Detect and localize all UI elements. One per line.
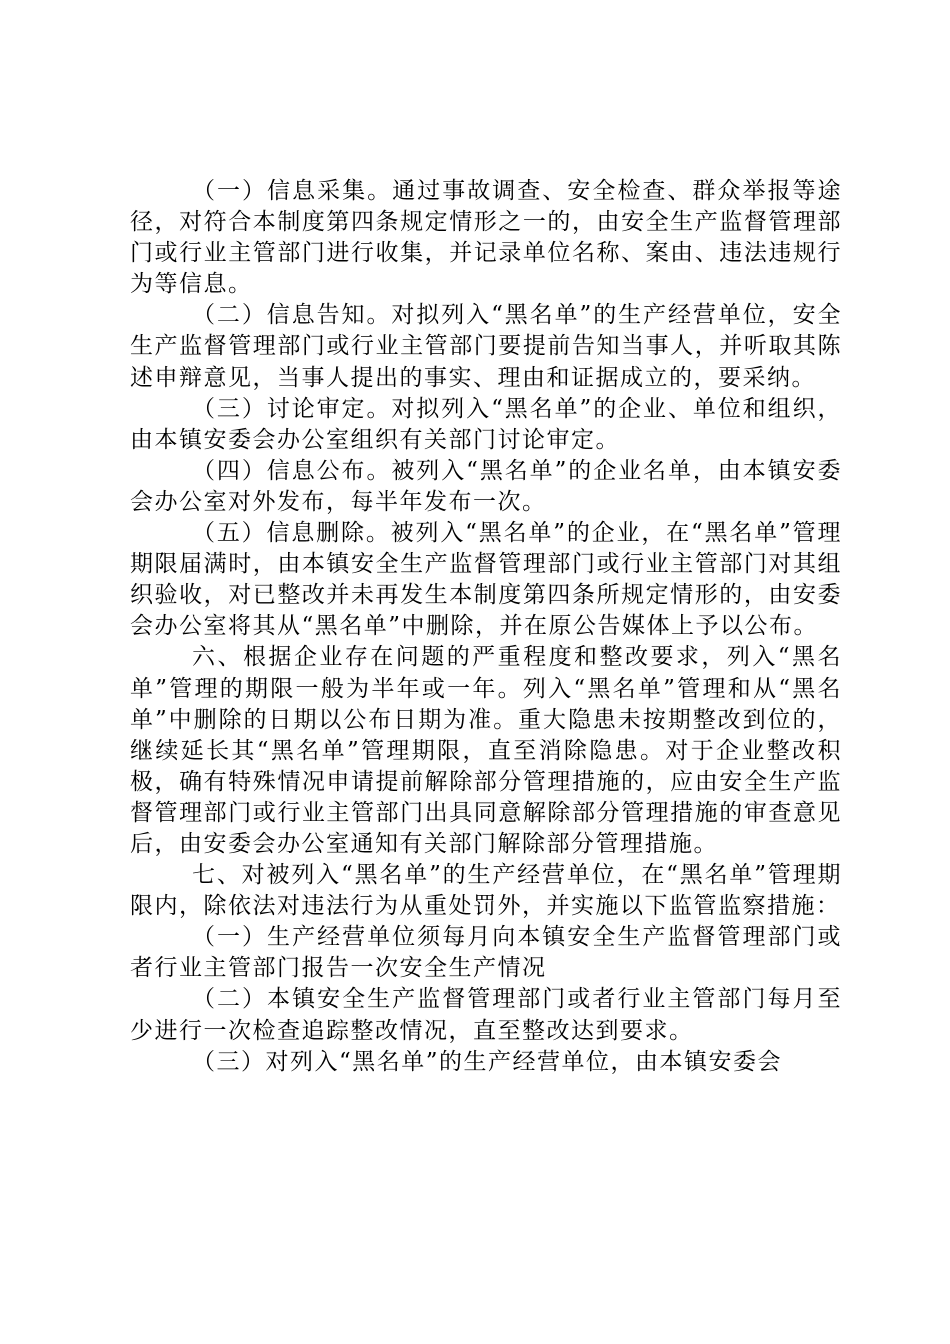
paragraph-publication: （四）信息公布。被列入“黑名单”的企业名单，由本镇安委会办公室对外发布，每半年发布一次。 [130, 457, 842, 515]
paragraph-measure-one: （一）生产经营单位须每月向本镇安全生产监督管理部门或者行业主管部门报告一次安全生产情况 [130, 924, 842, 982]
paragraph-deletion: （五）信息删除。被列入“黑名单”的企业，在“黑名单”管理期限届满时，由本镇安全生产监督管理部门或行业主管部门对其组织验收，对已整改并未再发生本制度第四条所规定情形的，由安委会办公室将其从“黑名单”中删除，并在原公告媒体上予以公布。 [130, 520, 842, 640]
paragraph-review: （三）讨论审定。对拟列入“黑名单”的企业、单位和组织，由本镇安委会办公室组织有关部门讨论审定。 [130, 395, 842, 453]
paragraph-info-notice: （二）信息告知。对拟列入“黑名单”的生产经营单位，安全生产监督管理部门或行业主管部门要提前告知当事人，并听取其陈述申辩意见，当事人提出的事实、理由和证据成立的，要采纳。 [130, 302, 842, 391]
paragraph-measure-two: （二）本镇安全生产监督管理部门或者行业主管部门每月至少进行一次检查追踪整改情况，直至整改达到要求。 [130, 986, 842, 1044]
paragraph-section-seven: 七、对被列入“黑名单”的生产经营单位，在“黑名单”管理期限内，除依法对违法行为从重处罚外，并实施以下监管监察措施： [130, 862, 842, 920]
paragraph-section-six: 六、根据企业存在问题的严重程度和整改要求，列入“黑名单”管理的期限一般为半年或一年。列入“黑名单”管理和从“黑名单”中删除的日期以公布日期为准。重大隐患未按期整改到位的，继续延长其“黑名单”管理期限，直至消除隐患。对于企业整改积极，确有特殊情况申请提前解除部分管理措施的，应由安全生产监督管理部门或行业主管部门出具同意解除部分管理措施的审查意见后，由安委会办公室通知有关部门解除部分管理措施。 [130, 644, 842, 857]
document-body [130, 176, 842, 1078]
paragraph-measure-three: （三）对列入“黑名单”的生产经营单位，由本镇安委会 [192, 1048, 783, 1075]
paragraph-info-collection: （一）信息采集。通过事故调查、安全检查、群众举报等途径，对符合本制度第四条规定情形之一的，由安全生产监督管理部门或行业主管部门进行收集，并记录单位名称、案由、违法违规行为等信息。 [130, 178, 842, 298]
